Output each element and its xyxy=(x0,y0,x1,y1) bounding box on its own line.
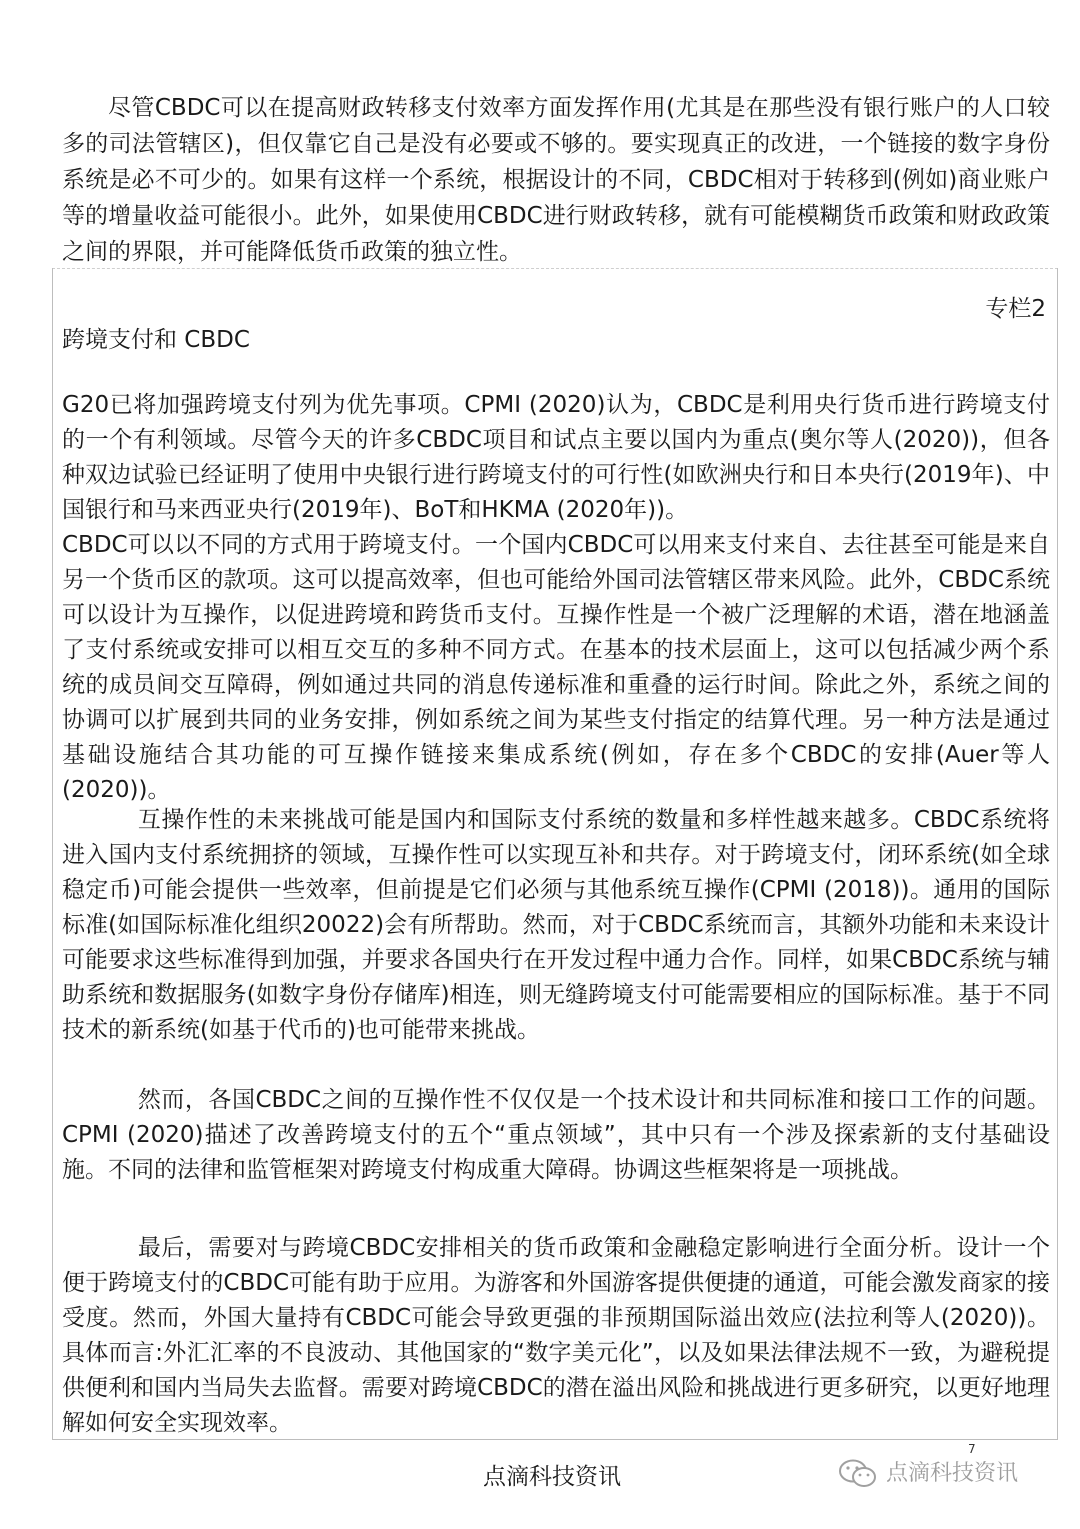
box-paragraph-2: CBDC可以以不同的方式用于跨境支付。一个国内CBDC可以用来支付来自、去往甚至可能是来自另一个货币区的款项。这可以提高效率，但也可能给外国司法管辖区带来风险。此外，CBDC系统可以设计为互操作，以促进跨境和跨货币支付。互操作性是一个被广泛理解的术语，潜在地涵盖了支付系统或安排可以相互交互的多种不同方式。在基本的技术层面上，这可以包括减少两个系统的成员间交互障碍，例如通过共同的消息传递标准和重叠的运行时间。除此之外，系统之间的协调可以扩展到共同的业务安排，例如系统之间为某些支付指定的结算代理。另一种方法是通过基础设施结合其功能的可互操作链接来集成系统(例如，存在多个CBDC的安排(Auer等人(2020))。 xyxy=(62,532,1050,803)
box-paragraph-3: 互操作性的未来挑战可能是国内和国际支付系统的数量和多样性越来越多。CBDC系统将进入国内支付系统拥挤的领域，互操作性可以实现互补和共存。对于跨境支付，闭环系统(如全球稳定币)可能会提供一些效率，但前提是它们必须与其他系统互操作(CPMI (2018))。通用的国际标准(如国际标准化组织20022)会有所帮助。然而，对于CBDC系统而言，其额外功能和未来设计可能要求这些标准得到加强，并要求各国央行在开发过程中通力合作。同样，如果CBDC系统与辅助系统和数据服务(如数字身份存储库)相连，则无缝跨境支付可能需要相应的国际标准。基于不同技术的新系统(如基于代币的)也可能带来挑战。 xyxy=(62,807,1050,1043)
box-label: 专栏2 xyxy=(985,296,1046,322)
box-title: 跨境支付和 CBDC xyxy=(62,327,250,353)
watermark xyxy=(838,1458,1018,1490)
box-paragraph-1: G20已将加强跨境支付列为优先事项。CPMI (2020)认为，CBDC是利用央行货币进行跨境支付的一个有利领域。尽管今天的许多CBDC项目和试点主要以国内为重点(奥尔等人(2020))，但各种双边试验已经证明了使用中央银行进行跨境支付的可行性(如欧洲央行和日本央行(2019年)、中国银行和马来西亚央行(2019年)、BoT和HKMA (2020年))。 xyxy=(62,392,1050,523)
watermark-text: 点滴科技资讯 xyxy=(886,1461,1019,1486)
wechat-icon xyxy=(838,1458,878,1490)
box-paragraph-5: 最后，需要对与跨境CBDC安排相关的货币政策和金融稳定影响进行全面分析。设计一个便于跨境支付的CBDC可能有助于应用。为游客和外国游客提供便捷的通道，可能会激发商家的接受度。然而，外国大量持有CBDC可能会导致更强的非预期国际溢出效应(法拉利等人(2020))。具体而言:外汇汇率的不良波动、其他国家的“数字美元化”，以及如果法律法规不一致，为避税提供便利和国内当局失去监督。需要对跨境CBDC的潜在溢出风险和挑战进行更多研究，以更好地理解如何安全实现效率。 xyxy=(62,1235,1050,1436)
page-number: 7 xyxy=(968,1442,976,1456)
page-footer: 点滴科技资讯 xyxy=(483,1464,621,1490)
intro-paragraph: 尽管CBDC可以在提高财政转移支付效率方面发挥作用(尤其是在那些没有银行账户的人口较多的司法管辖区)，但仅靠它自己是没有必要或不够的。要实现真正的改进，一个链接的数字身份系统是必不可少的。如果有这样一个系统，根据设计的不同，CBDC相对于转移到(例如)商业账户等的增量收益可能很小。此外，如果使用CBDC进行财政转移，就有可能模糊货币政策和财政政策之间的界限，并可能降低货币政策的独立性。 xyxy=(62,95,1050,265)
box-paragraph-4: 然而，各国CBDC之间的互操作性不仅仅是一个技术设计和共同标准和接口工作的问题。CPMI (2020)描述了改善跨境支付的五个“重点领域”，其中只有一个涉及探索新的支付基础设施。不同的法律和监管框架对跨境支付构成重大障碍。协调这些框架将是一项挑战。 xyxy=(62,1087,1050,1183)
